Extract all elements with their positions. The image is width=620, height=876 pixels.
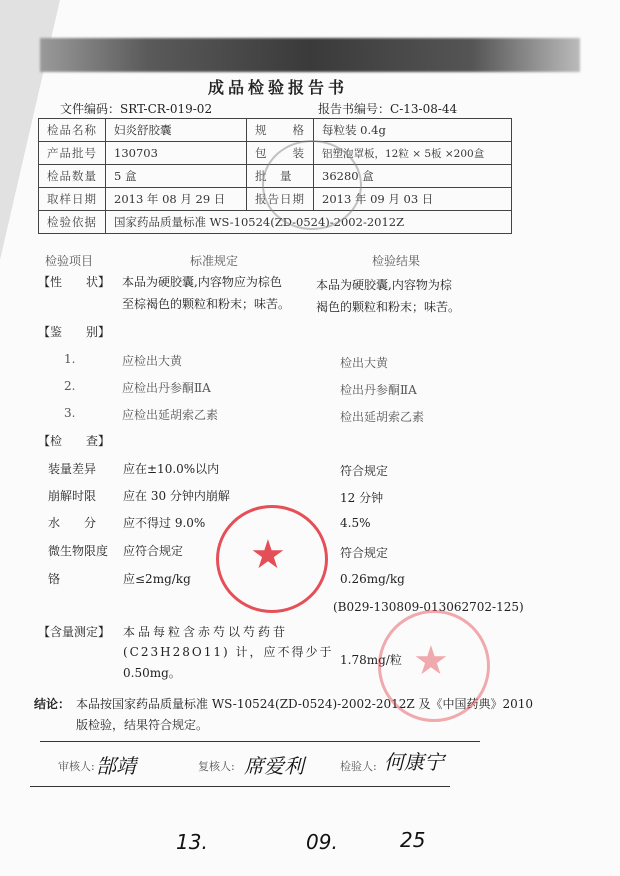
col-item: 检验项目 bbox=[45, 254, 94, 268]
inspection-name: 装量差异 bbox=[48, 462, 97, 476]
ident-result: 检出大黄 bbox=[340, 356, 389, 370]
character-result: 褐色的颗粒和粉末；味苦。 bbox=[316, 300, 461, 314]
batch-label: 产品批号 bbox=[39, 142, 106, 165]
inspection-result: 0.26mg/kg bbox=[340, 572, 405, 586]
report-date: 2013 年 09 月 03 日 bbox=[314, 188, 512, 211]
report-number bbox=[318, 100, 457, 117]
inspection-standard: 应符合规定 bbox=[123, 544, 184, 558]
spec-label: 规 格 bbox=[247, 119, 314, 142]
handwritten-date-month: 09. bbox=[306, 830, 338, 854]
product-name-label: 检品名称 bbox=[39, 119, 106, 142]
conclusion-text: 本品按国家药品质量标准 WS-10524(ZD-0524)-2002-2012Z 及《中国药典》2010 bbox=[76, 697, 534, 711]
reviewer-label: 审核人: bbox=[58, 760, 95, 773]
basis: 国家药品质量标准 WS-10524(ZD-0524)-2002-2012Z bbox=[106, 211, 512, 234]
report-title: 成品检验报告书 bbox=[208, 78, 349, 97]
identification-label: 【鉴 别】 bbox=[38, 325, 111, 339]
package-label: 包 装 bbox=[247, 142, 314, 165]
report-number-value: C-13-08-44 bbox=[390, 102, 458, 116]
inspection-standard: 应在±10.0%以内 bbox=[123, 462, 220, 476]
ident-standard: 应检出丹参酮ⅡA bbox=[122, 381, 211, 395]
file-code bbox=[60, 100, 212, 117]
inspection-result: 12 分钟 bbox=[340, 491, 384, 505]
ident-standard: 应检出大黄 bbox=[122, 354, 183, 368]
divider bbox=[40, 741, 480, 742]
reviewer-signature: 郜靖 bbox=[96, 754, 136, 778]
inspection-result: 符合规定 bbox=[340, 464, 389, 478]
quantity: 5 盒 bbox=[106, 165, 247, 188]
ident-result: 检出丹参酮ⅡA bbox=[340, 383, 417, 397]
conclusion-label: 结论： bbox=[34, 697, 71, 711]
batch: 130703 bbox=[106, 142, 247, 165]
sampling-date: 2013 年 08 月 29 日 bbox=[106, 188, 247, 211]
inspection-label: 【检 查】 bbox=[38, 434, 111, 448]
checker-label: 复核人: bbox=[198, 760, 235, 773]
character-label: 【性 状】 bbox=[38, 275, 111, 289]
checker-signature: 席爱利 bbox=[244, 754, 304, 778]
basis-label: 检验依据 bbox=[39, 211, 106, 234]
assay-label: 【含量测定】 bbox=[38, 625, 111, 639]
character-result: 本品为硬胶囊,内容物为棕 bbox=[316, 278, 452, 292]
assay-result: 1.78mg/粒 bbox=[340, 653, 402, 667]
col-result: 检验结果 bbox=[372, 254, 421, 268]
sampling-date-label: 取样日期 bbox=[39, 188, 106, 211]
handwritten-date-year: 13. bbox=[176, 830, 208, 854]
product-name: 妇炎舒胶囊 bbox=[106, 119, 247, 142]
assay-standard: 本品每粒含赤芍以芍药苷 bbox=[123, 625, 289, 639]
col-standard: 标准规定 bbox=[190, 254, 239, 268]
assay-standard: (C23H28O11) 计，应不得少于 bbox=[123, 645, 334, 659]
ident-result: 检出延胡索乙素 bbox=[340, 410, 425, 424]
inspection-result: 符合规定 bbox=[340, 546, 389, 560]
inspection-result: 4.5% bbox=[340, 516, 371, 530]
assay-standard: 0.50mg。 bbox=[123, 666, 181, 680]
inspector-label: 检验人: bbox=[340, 760, 377, 773]
inspection-standard: 应在 30 分钟内崩解 bbox=[123, 489, 230, 503]
report-date-label: 报告日期 bbox=[247, 188, 314, 211]
inspection-standard: 应不得过 9.0% bbox=[123, 516, 206, 530]
handwritten-date-day: 25 bbox=[400, 828, 426, 852]
inspection-name: 崩解时限 bbox=[48, 489, 97, 503]
company-header-band bbox=[40, 38, 580, 72]
batch-size: 36280 盒 bbox=[314, 165, 512, 188]
spec: 每粒装 0.4g bbox=[314, 119, 512, 142]
file-code-value: SRT-CR-019-02 bbox=[120, 102, 213, 116]
ident-no: 2. bbox=[64, 379, 76, 393]
quantity-label: 检品数量 bbox=[39, 165, 106, 188]
inspection-name: 微生物限度 bbox=[48, 544, 109, 558]
report-number-label: 报告书编号： bbox=[318, 102, 391, 116]
inspector-signature: 何康宁 bbox=[384, 750, 444, 774]
batch-size-label: 批 量 bbox=[247, 165, 314, 188]
package: 铝塑泡罩板，12粒 × 5板 ×200盒 bbox=[314, 142, 512, 165]
ident-no: 1. bbox=[64, 352, 76, 366]
conclusion-text: 版检验，结果符合规定。 bbox=[76, 718, 209, 732]
divider bbox=[30, 786, 450, 787]
inspection-name: 铬 bbox=[48, 572, 61, 586]
inspection-name: 水 分 bbox=[48, 516, 97, 530]
stamp-star-icon: ★ bbox=[250, 532, 286, 578]
gray-stamp bbox=[262, 140, 362, 230]
file-code-label: 文件编码： bbox=[60, 102, 121, 116]
inspection-standard: 应≤2mg/kg bbox=[123, 572, 191, 586]
stamp-star-icon: ★ bbox=[413, 638, 449, 684]
character-standard: 本品为硬胶囊,内容物应为棕色 bbox=[122, 275, 282, 289]
character-standard: 至棕褐色的颗粒和粉末；味苦。 bbox=[122, 297, 291, 311]
ident-no: 3. bbox=[64, 406, 76, 420]
ident-standard: 应检出延胡索乙素 bbox=[122, 408, 219, 422]
inspection-ref: (B029-130809-013062702-125) bbox=[333, 600, 524, 614]
